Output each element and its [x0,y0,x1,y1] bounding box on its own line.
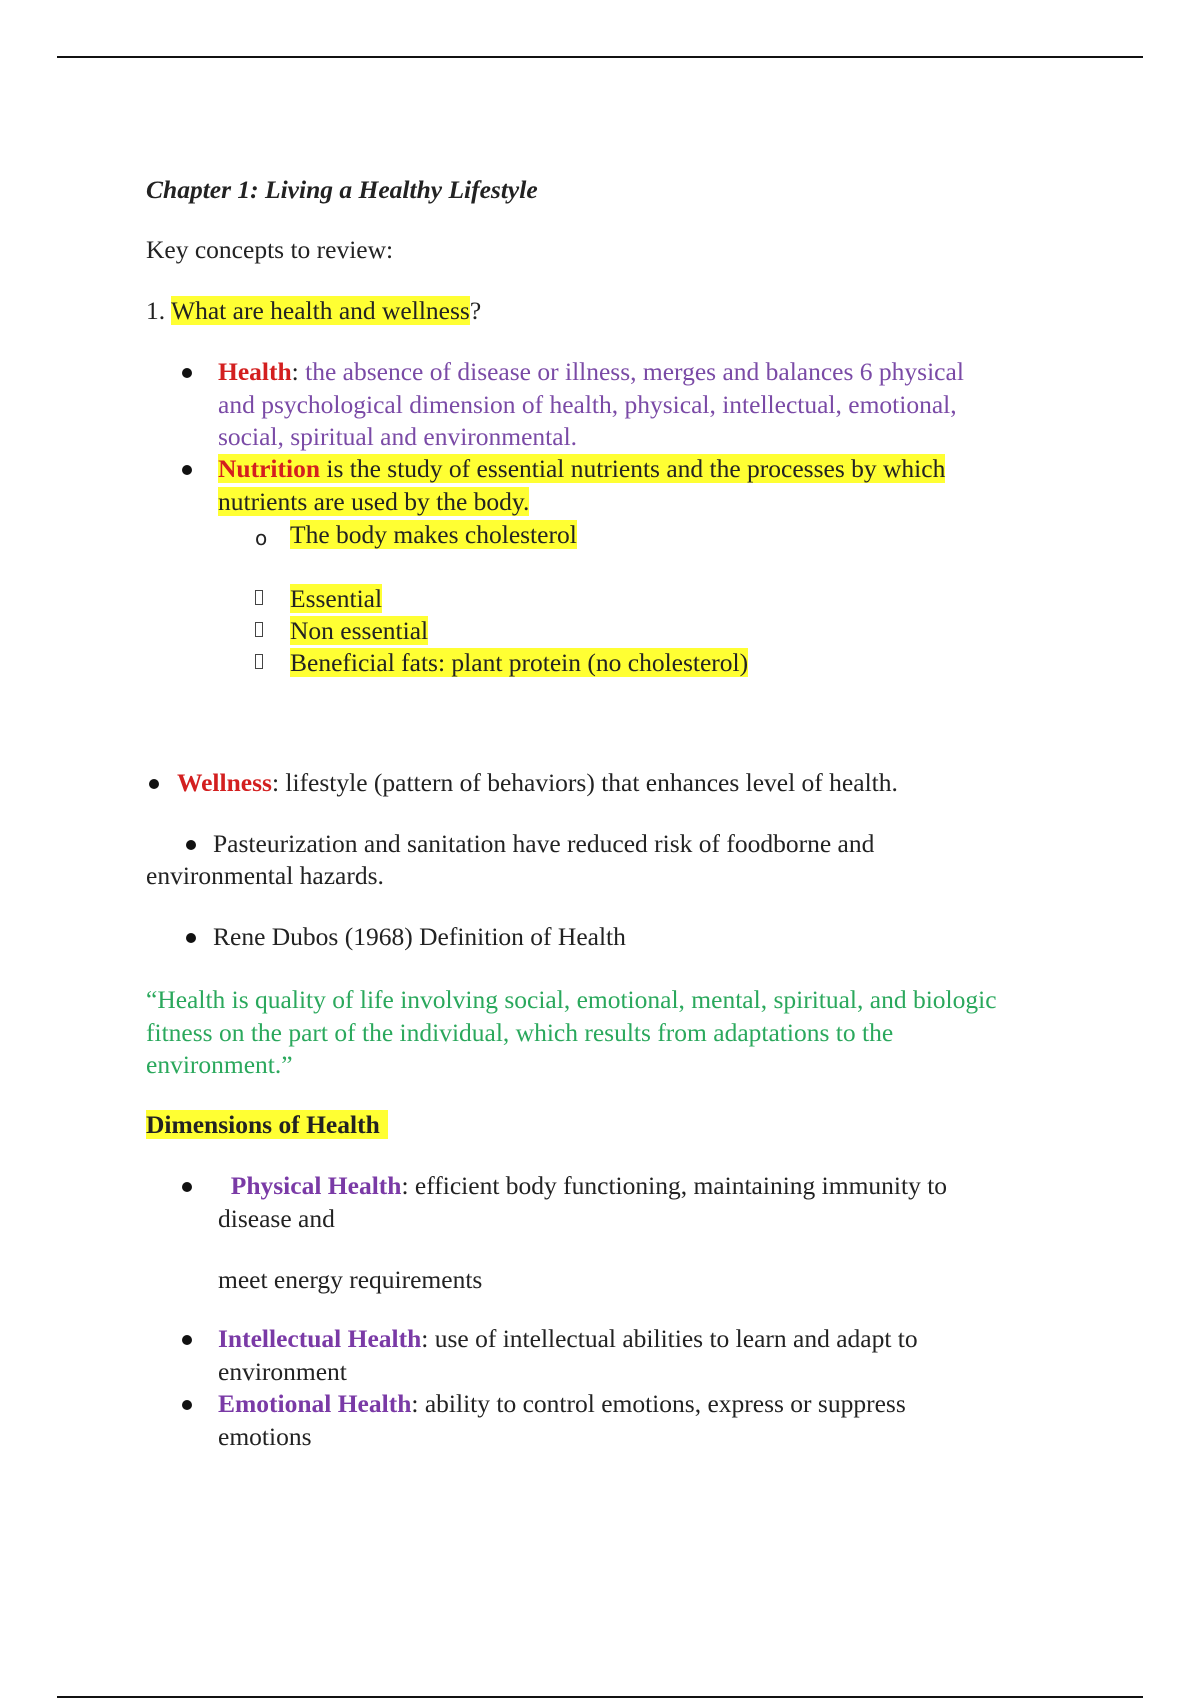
bullet [182,465,192,475]
physical-health-term: Physical Health [230,1171,402,1200]
bullet [182,1335,192,1345]
physical-line3: meet energy requirements [218,1265,483,1294]
nutrition-line2: nutrients are used by the body. [218,486,530,516]
sub-item-non-essential: Non essential [290,616,429,645]
bullet [186,840,196,850]
pasteurization-line2: environmental hazards. [146,861,384,890]
bottom-rule [57,1696,1143,1698]
square-bullet [255,590,263,605]
wellness-term: Wellness [177,768,272,797]
bullet [186,933,196,943]
sub-item-essential: Essential [290,584,383,613]
health-sep: : [291,357,306,386]
health-line3: social, spiritual and environmental. [218,422,578,451]
square-bullet [255,654,263,669]
bullet [149,779,159,789]
chapter-title: Chapter 1: Living a Healthy Lifestyle [146,175,538,204]
bullet [182,368,192,378]
health-definition [218,356,964,454]
question-punct: ? [469,296,482,325]
emotional-health-item [218,1388,906,1453]
cholesterol-text: The body makes cholesterol [290,520,577,549]
question-number: 1. [146,296,172,325]
circle-bullet: o [255,526,268,550]
dimensions-heading: Dimensions of Health [146,1109,388,1142]
dubos-quote [146,984,997,1082]
bullet [182,1182,192,1192]
dubos-definition-heading: Rene Dubos (1968) Definition of Health [213,922,626,951]
emotional-line2: emotions [218,1421,312,1451]
emotional-health-term: Emotional Health [218,1389,412,1418]
health-line2: and psychological dimension of health, physical, intellectual, emotional, [218,389,957,419]
quote-line1: “Health is quality of life involving social, emotional, mental, spiritual, and biologic [146,985,997,1014]
question-text: What are health and wellness [171,296,470,325]
bullet [182,1400,192,1410]
question-1 [146,295,481,328]
intellectual-line1: : use of intellectual abilities to learn and adapt to [421,1324,918,1353]
physical-line2: disease and [218,1203,335,1233]
nutrition-line1: is the study of essential nutrients and the processes by which [320,454,946,483]
square-bullet [255,622,263,637]
physical-health-item [218,1170,947,1235]
emotional-line1: : ability to control emotions, express or suppress [411,1389,906,1418]
wellness-definition [177,767,898,800]
nutrition-term: Nutrition [218,454,320,483]
top-rule [57,56,1143,58]
quote-line3: environment.” [146,1050,293,1079]
intro-text: Key concepts to review: [146,235,394,264]
sub-item-beneficial-fats: Beneficial fats: plant protein (no cholesterol) [290,648,749,677]
intellectual-health-item [218,1323,918,1388]
nutrition-definition [218,453,945,518]
intellectual-health-term: Intellectual Health [218,1324,422,1353]
cholesterol-item [290,519,577,552]
health-line1: the absence of disease or illness, merges and balances 6 physical [305,357,964,386]
wellness-text: : lifestyle (pattern of behaviors) that enhances level of health. [271,768,898,797]
physical-line1: : efficient body functioning, maintaining immunity to [401,1171,948,1200]
quote-line2: fitness on the part of the individual, which results from adaptations to the [146,1017,894,1047]
intellectual-line2: environment [218,1356,347,1386]
health-term: Health [218,357,292,386]
pasteurization-line1: Pasteurization and sanitation have reduced risk of foodborne and [213,829,875,858]
